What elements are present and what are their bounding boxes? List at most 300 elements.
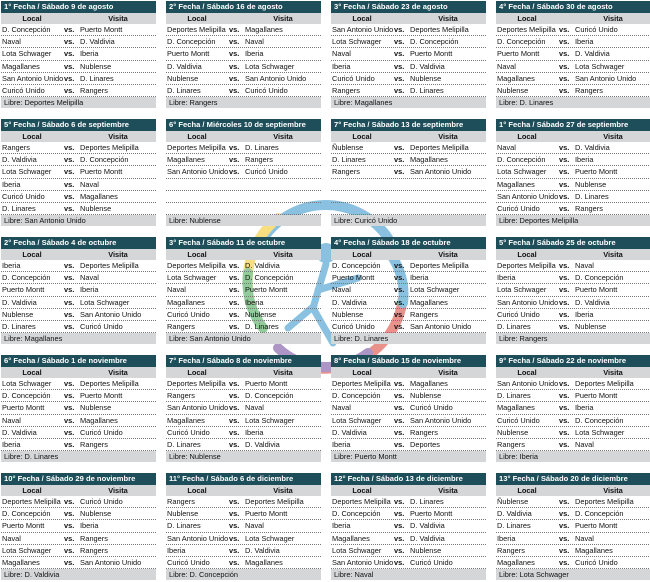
away-team: D. Valdivia [410,533,445,543]
vs-label: vs. [229,73,240,83]
column-header [166,485,321,496]
round-card [331,237,486,345]
round-title: 3° Fecha / Sábado 11 de octubre [166,237,321,249]
home-team: Magallanes [497,557,535,567]
round-card [166,355,321,463]
header-spacer [228,249,245,260]
vs-label: vs. [394,73,405,83]
away-team: Puerto Montt [410,509,453,519]
home-team: Puerto Montt [2,521,45,531]
away-team: San Antonio Unido [410,415,472,425]
home-team: Naval [2,37,21,47]
column-header [1,249,156,260]
vs-label: vs. [64,273,75,283]
vs-label: vs. [64,545,75,555]
match-row [1,508,156,520]
home-team: Deportes Melipilla [497,25,556,34]
match-row [166,545,321,557]
vs-label: vs. [559,285,570,295]
home-team: D. Valdivia [332,297,367,307]
home-team: San Antonio Unido [2,73,64,83]
away-team: Deportes Melipilla [245,497,304,506]
away-team: Nublense [80,403,112,413]
home-team: Lota Schwager [2,49,52,59]
match-row [1,402,156,414]
match-row [1,321,156,333]
vs-label: vs. [559,179,570,189]
header-spacer [393,367,410,378]
round-title: 6° Fecha / Sábado 1 de noviembre [1,355,156,367]
vs-label [229,191,245,202]
away-team: Nublense [80,61,112,71]
vs-label: vs. [394,261,405,270]
round-title: 3° Fecha / Sábado 23 de agosto [331,1,486,13]
vs-label: vs. [559,309,570,319]
away-team [245,179,321,190]
away-team [410,179,486,190]
home-team: Magallanes [167,415,205,425]
match-row [331,24,486,36]
round-card [1,355,156,463]
match-row [496,24,650,36]
round-card [496,119,650,227]
match-row [1,191,156,203]
home-team: Deportes Melipilla [167,261,226,270]
header-spacer [558,249,575,260]
match-row [331,508,486,520]
vs-label: vs. [229,391,240,401]
match-row [496,260,650,272]
match-row [1,166,156,178]
match-row [496,390,650,402]
match-row [166,142,321,154]
vs-label [229,179,245,190]
away-team: San Antonio Unido [410,321,472,331]
bye-team: Libre: Naval [331,569,486,580]
vs-label: vs. [64,155,75,165]
bye-team: Libre: Deportes Melipilla [1,97,156,108]
away-team: Curicó Unido [575,557,618,567]
home-team: Naval [332,49,351,59]
match-row [331,142,486,154]
match-row [496,496,650,508]
vs-label: vs. [64,391,75,401]
vs-label: vs. [394,49,405,59]
home-team: San Antonio Unido [332,25,394,34]
round-card [496,473,650,581]
header-local: Local [352,486,372,495]
away-team [245,203,321,214]
vs-label: vs. [559,321,570,331]
vs-label: vs. [559,557,570,567]
home-team: D. Linares [2,321,36,331]
home-team: Magallanes [497,73,535,83]
vs-label: vs. [394,297,405,307]
vs-label: vs. [229,403,240,413]
header-visita: Visita [603,368,623,377]
away-team: Naval [245,37,264,47]
round-title: 13° Fecha / Sábado 20 de diciembre [496,473,650,485]
round-title: 5° Fecha / Sábado 6 de septiembre [1,119,156,131]
vs-label: vs. [229,379,240,388]
column-header [331,131,486,142]
round-title: 11° Fecha / Sábado 6 de diciembre [166,473,321,485]
match-row [331,260,486,272]
vs-label: vs. [229,557,240,567]
away-team: D. Concepción [575,415,624,425]
header-local: Local [517,132,537,141]
home-team: D. Concepción [2,273,51,283]
bye-team: Libre: Nublense [166,451,321,462]
home-team: D. Linares [2,203,36,213]
round-card [331,355,486,463]
vs-label: vs. [64,439,75,449]
header-spacer [558,13,575,24]
home-team: Naval [2,533,21,543]
home-team: Naval [2,415,21,425]
vs-label: vs. [229,155,240,165]
header-visita: Visita [438,250,458,259]
away-team: Puerto Montt [575,167,618,177]
vs-label: vs. [559,497,570,506]
round-card [166,473,321,581]
home-team [331,179,394,190]
away-team: San Antonio Unido [80,557,142,567]
away-team: Deportes Melipilla [80,379,139,388]
vs-label: vs. [64,427,75,437]
match-row [331,390,486,402]
match-row [1,309,156,321]
match-row [496,508,650,520]
round-title: 7° Fecha / Sábado 13 de septiembre [331,119,486,131]
vs-label: vs. [394,37,405,47]
away-team: Rangers [80,545,108,555]
vs-label: vs. [559,427,570,437]
vs-label: vs. [64,73,75,83]
home-team: Magallanes [167,155,205,165]
header-local: Local [187,132,207,141]
vs-label: vs. [229,297,240,307]
header-visita: Visita [273,250,293,259]
match-row [1,297,156,309]
vs-label: vs. [229,25,240,34]
header-visita: Visita [108,368,128,377]
match-row [496,179,650,191]
header-local: Local [517,250,537,259]
match-row [331,520,486,532]
home-team: Rangers [167,391,195,401]
bye-team: Libre: Curicó Unido [331,215,486,226]
home-team: D. Concepción [332,391,381,401]
vs-label: vs. [64,497,75,506]
round-card [1,1,156,109]
away-team: Naval [575,439,594,449]
home-team: Deportes Melipilla [167,379,226,388]
home-team: D. Linares [167,521,201,531]
header-visita: Visita [108,250,128,259]
away-team: Puerto Montt [410,49,453,59]
round-title: 9° Fecha / Sábado 22 de noviembre [496,355,650,367]
vs-label: vs. [559,273,570,283]
match-row [331,415,486,427]
match-row [1,73,156,85]
vs-label: vs. [64,321,75,331]
away-team: Lota Schwager [245,61,295,71]
home-team: Magallanes [2,61,40,71]
away-team: D. Linares [80,73,114,83]
home-team: Curicó Unido [497,309,540,319]
bye-team: Libre: San Antonio Unido [1,215,156,226]
match-row [166,321,321,333]
vs-label: vs. [64,191,75,201]
away-team: D. Concepción [575,509,624,519]
away-team: Magallanes [410,297,448,307]
header-local: Local [517,14,537,23]
vs-label: vs. [64,25,75,34]
home-team: D. Valdivia [2,155,37,165]
away-team: Deportes Melipilla [80,261,139,270]
bye-team: Libre: Deportes Melipilla [496,215,650,226]
round-card [496,237,650,345]
match-row [496,439,650,451]
away-team: Curicó Unido [80,497,123,506]
match-row [331,309,486,321]
away-team: D. Valdivia [410,61,445,71]
header-spacer [393,249,410,260]
vs-label: vs. [394,61,405,71]
away-team: D. Concepción [245,391,294,401]
match-row [496,545,650,557]
away-team: Magallanes [575,545,613,555]
match-row [166,48,321,60]
header-local: Local [22,368,42,377]
away-team: D. Valdivia [245,261,280,270]
away-team: Lota Schwager [80,297,130,307]
vs-label: vs. [559,391,570,401]
header-visita: Visita [108,14,128,23]
match-row [166,390,321,402]
match-row [331,496,486,508]
vs-label: vs. [64,309,75,319]
vs-label: vs. [64,167,75,177]
away-team: Magallanes [80,191,118,201]
home-team: Lota Schwager [332,37,382,47]
vs-label: vs. [559,37,570,47]
away-team: Naval [575,533,594,543]
away-team: D. Linares [410,497,444,506]
vs-label: vs. [394,427,405,437]
home-team: Curicó Unido [167,309,210,319]
vs-label: vs. [64,533,75,543]
away-team: D. Valdivia [575,297,610,307]
match-row [1,284,156,296]
vs-label: vs. [64,379,75,388]
vs-label: vs. [229,439,240,449]
match-row [331,272,486,284]
away-team: D. Valdivia [80,37,115,47]
header-spacer [228,485,245,496]
home-team: Iberia [2,179,21,189]
bye-team: Libre: Rangers [166,97,321,108]
home-team: Curicó Unido [167,427,210,437]
home-team: Lota Schwager [2,545,52,555]
home-team: D. Concepción [167,37,216,47]
vs-label: vs. [559,49,570,59]
header-spacer [63,249,80,260]
header-visita: Visita [438,368,458,377]
away-team: Magallanes [410,379,448,388]
home-team: Deportes Melipilla [167,25,226,34]
away-team: Deportes Melipilla [80,143,139,152]
match-row [1,439,156,451]
home-team [166,191,229,202]
away-team: Iberia [80,521,99,531]
home-team: Rangers [2,143,30,152]
match-row [496,297,650,309]
match-row [166,520,321,532]
header-local: Local [352,132,372,141]
away-team: Nublense [410,73,442,83]
match-row [496,166,650,178]
vs-label: vs. [559,509,570,519]
home-team: D. Linares [167,439,201,449]
header-spacer [393,13,410,24]
round-title: 8° Fecha / Sábado 15 de noviembre [331,355,486,367]
match-row [331,439,486,451]
home-team: Rangers [167,497,195,506]
home-team: Iberia [497,273,516,283]
vs-label: vs. [229,49,240,59]
home-team [331,203,394,214]
away-team: Naval [80,273,99,283]
header-visita: Visita [273,132,293,141]
column-header [496,485,650,496]
home-team: D. Concepción [332,261,381,270]
round-card [496,1,650,109]
round-card [496,355,650,463]
match-row [1,427,156,439]
round-title: 10° Fecha / Sábado 29 de noviembre [1,473,156,485]
away-team: Rangers [80,439,108,449]
match-row [166,427,321,439]
away-team: Curicó Unido [410,403,453,413]
match-row [166,284,321,296]
vs-label: vs. [229,321,240,331]
vs-label: vs. [559,143,570,152]
home-team: Curicó Unido [167,557,210,567]
away-team: D. Valdivia [245,545,280,555]
round-title: 5° Fecha / Sábado 25 de octubre [496,237,650,249]
column-header [496,249,650,260]
vs-label: vs. [64,49,75,59]
column-header [331,249,486,260]
header-visita: Visita [108,486,128,495]
home-team: Rangers [332,85,360,95]
match-row [1,85,156,97]
home-team: Rangers [497,545,525,555]
round-card [166,119,321,227]
vs-label [229,203,245,214]
home-team: Lota Schwager [2,167,52,177]
vs-label: vs. [64,285,75,295]
round-title: 2° Fecha / Sábado 16 de agosto [166,1,321,13]
match-row [166,496,321,508]
vs-label: vs. [394,557,405,567]
match-row [331,545,486,557]
column-header [166,131,321,142]
vs-label: vs. [394,533,405,543]
match-row [1,415,156,427]
match-row [331,179,486,191]
away-team: Nublense [410,545,442,555]
home-team: Nublense [2,309,34,319]
header-local: Local [187,14,207,23]
home-team: Iberia [332,439,351,449]
home-team: Iberia [332,61,351,71]
header-visita: Visita [603,14,623,23]
round-title: 12° Fecha / Sábado 13 de diciembre [331,473,486,485]
header-local: Local [22,250,42,259]
home-team: Deportes Melipilla [2,497,61,506]
home-team: Curicó Unido [332,73,375,83]
away-team: Iberia [575,309,594,319]
away-team: D. Concepción [80,155,129,165]
vs-label: vs. [394,273,405,283]
bye-team: Libre: Magallanes [331,97,486,108]
home-team: D. Valdivia [2,297,37,307]
match-row [496,73,650,85]
away-team [410,191,486,202]
match-row [1,48,156,60]
home-team: Rangers [497,439,525,449]
header-local: Local [517,486,537,495]
column-header [166,367,321,378]
home-team: Iberia [332,521,351,531]
match-row [331,557,486,569]
round-title: 4° Fecha / Sábado 18 de octubre [331,237,486,249]
home-team [166,203,229,214]
match-row [166,309,321,321]
header-local: Local [517,368,537,377]
header-local: Local [352,250,372,259]
away-team: Puerto Montt [80,391,123,401]
match-row [1,557,156,569]
home-team: Puerto Montt [497,49,540,59]
away-team: Magallanes [410,155,448,165]
match-row [166,179,321,191]
match-row [496,142,650,154]
home-team: Lota Schwager [332,415,382,425]
home-team: Puerto Montt [167,49,210,59]
home-team: San Antonio Unido [497,297,559,307]
column-header [166,13,321,24]
vs-label [394,191,410,202]
match-row [166,260,321,272]
header-spacer [558,367,575,378]
match-row [496,427,650,439]
match-row [1,378,156,390]
home-team: San Antonio Unido [167,167,229,177]
match-row [1,545,156,557]
away-team: Nublense [80,203,112,213]
away-team: Curicó Unido [245,167,288,177]
header-visita: Visita [603,486,623,495]
home-team: Lota Schwager [497,167,547,177]
vs-label: vs. [64,143,75,152]
vs-label: vs. [64,203,75,213]
away-team: Iberia [245,49,264,59]
column-header [1,13,156,24]
